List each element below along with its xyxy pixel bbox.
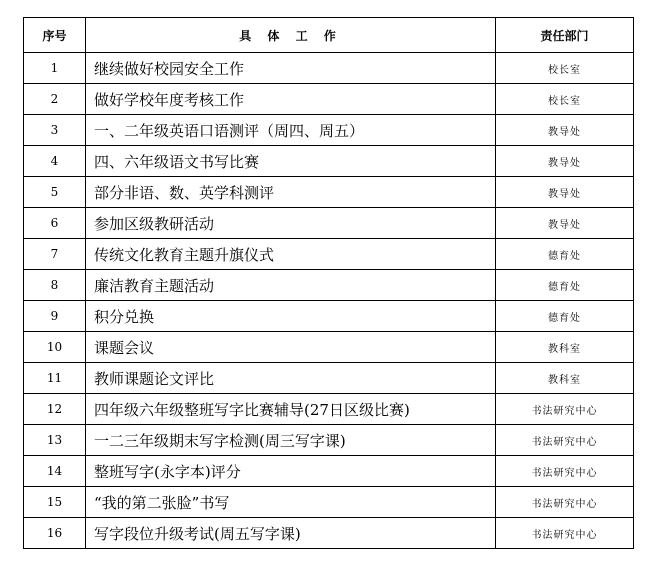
table-row [24,456,634,487]
row-task: 做好学校年度考核工作 [86,84,496,115]
row-number: 16 [24,518,86,549]
table-row [24,487,634,518]
row-number: 11 [24,363,86,394]
row-task: 参加区级教研活动 [86,208,496,239]
row-number: 3 [24,115,86,146]
row-task: 一、二年级英语口语测评（周四、周五） [86,115,496,146]
row-department: 书法研究中心 [496,394,634,425]
row-task: 写字段位升级考试(周五写字课) [86,518,496,549]
row-department: 教导处 [496,146,634,177]
table-row [24,394,634,425]
row-department: 校长室 [496,53,634,84]
table-row [24,84,634,115]
row-department: 书法研究中心 [496,518,634,549]
row-task: 课题会议 [86,332,496,363]
row-task: “我的第二张脸”书写 [86,487,496,518]
table-row [24,177,634,208]
row-task: 四、六年级语文书写比赛 [86,146,496,177]
row-department: 教导处 [496,115,634,146]
row-department: 德育处 [496,270,634,301]
row-task: 传统文化教育主题升旗仪式 [86,239,496,270]
row-task: 一二三年级期末写字检测(周三写字课) [86,425,496,456]
row-department: 书法研究中心 [496,456,634,487]
row-task: 继续做好校园安全工作 [86,53,496,84]
row-number: 2 [24,84,86,115]
row-number: 7 [24,239,86,270]
row-department: 书法研究中心 [496,425,634,456]
table-header-row [24,18,634,53]
row-task: 教师课题论文评比 [86,363,496,394]
row-number: 1 [24,53,86,84]
row-task: 整班写字(永字本)评分 [86,456,496,487]
table-row [24,425,634,456]
work-plan-table [23,17,634,549]
header-number: 序号 [24,18,86,53]
table-row [24,208,634,239]
row-department: 校长室 [496,84,634,115]
table-row [24,53,634,84]
row-number: 5 [24,177,86,208]
row-department: 教导处 [496,177,634,208]
table-row [24,270,634,301]
table-row [24,146,634,177]
row-task: 廉洁教育主题活动 [86,270,496,301]
header-department: 责任部门 [496,18,634,53]
row-number: 14 [24,456,86,487]
row-department: 教科室 [496,363,634,394]
table-row [24,363,634,394]
row-number: 12 [24,394,86,425]
row-number: 13 [24,425,86,456]
row-department: 德育处 [496,301,634,332]
row-number: 15 [24,487,86,518]
row-task: 部分非语、数、英学科测评 [86,177,496,208]
table-row [24,518,634,549]
table-row [24,332,634,363]
table-row [24,115,634,146]
row-department: 教导处 [496,208,634,239]
row-number: 6 [24,208,86,239]
row-department: 德育处 [496,239,634,270]
row-department: 书法研究中心 [496,487,634,518]
row-task: 四年级六年级整班写字比赛辅导(27日区级比赛) [86,394,496,425]
row-number: 8 [24,270,86,301]
table-row [24,301,634,332]
header-task: 具 体 工 作 [86,18,496,53]
table-row [24,239,634,270]
row-task: 积分兑换 [86,301,496,332]
row-number: 10 [24,332,86,363]
row-number: 4 [24,146,86,177]
row-number: 9 [24,301,86,332]
row-department: 教科室 [496,332,634,363]
